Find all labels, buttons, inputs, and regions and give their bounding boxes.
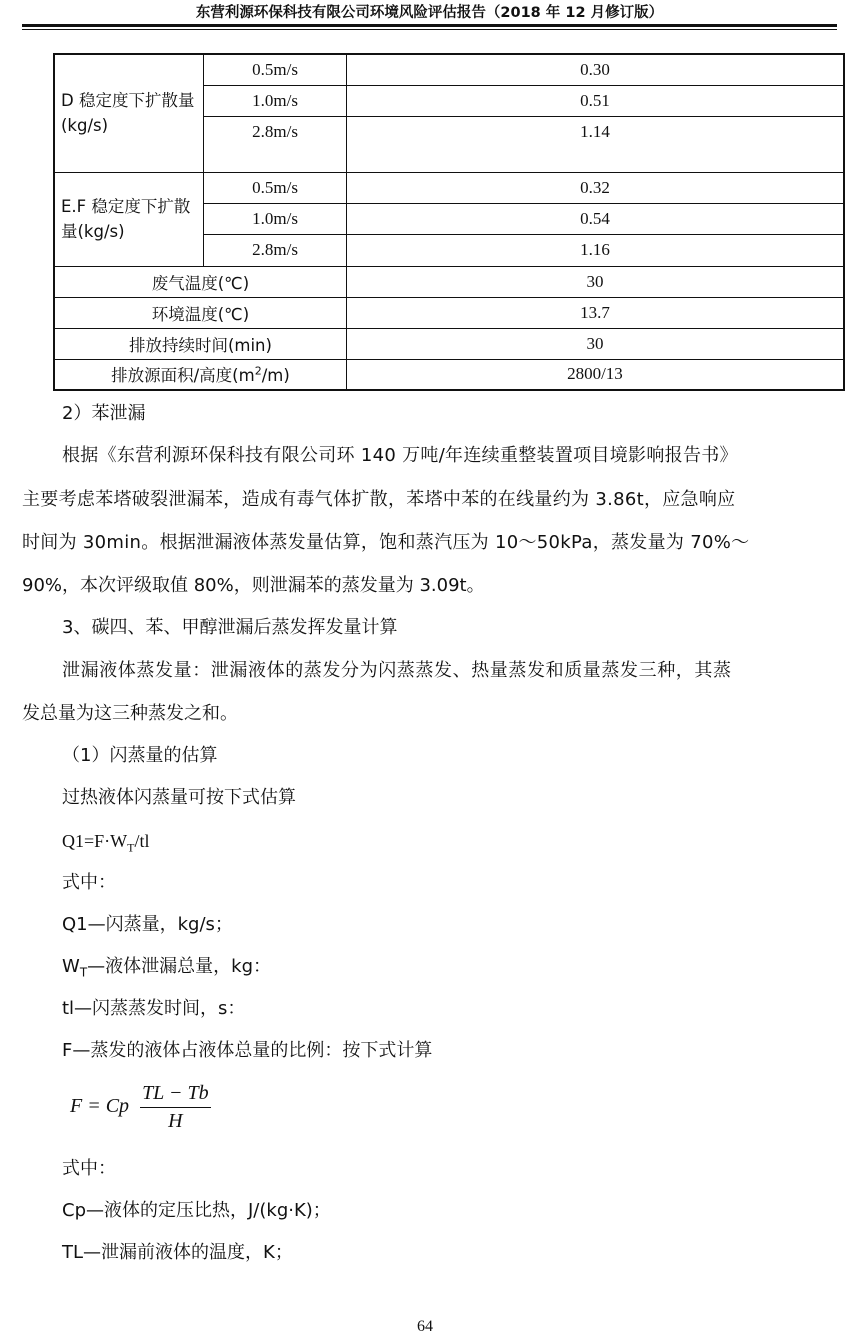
definition-line: F—蒸发的液体占液体总量的比例：按下式计算	[62, 1040, 433, 1061]
section-heading-benzene-leak: 2）苯泄漏	[62, 403, 146, 424]
value-cell: 0.51	[346, 85, 844, 116]
table-row	[54, 266, 844, 297]
definition-line: Cp—液体的定压比热，J/(kg·K)；	[62, 1200, 331, 1221]
formula-q1: $Q1=F\cdot W_T/tl$	[62, 831, 150, 855]
row-label: 环境温度(℃)	[54, 297, 346, 328]
value-cell: 30	[346, 266, 844, 297]
value-cell: 0.30	[346, 54, 844, 85]
speed-cell: 2.8m/s	[204, 234, 347, 266]
page-number: 64	[417, 1318, 433, 1335]
speed-cell: 1.0m/s	[204, 203, 347, 234]
value-cell: 1.16	[346, 234, 844, 266]
paragraph-line: 主要考虑苯塔破裂泄漏苯，造成有毒气体扩散，苯塔中苯的在线量约为 3.86t，应急响应	[22, 489, 736, 510]
paragraph-line: 根据《东营利源环保科技有限公司环 140 万吨/年连续重整装置项目境影响报告书》	[62, 445, 738, 466]
where-label: 式中：	[62, 1158, 116, 1179]
row-label: 废气温度(℃)	[54, 266, 346, 297]
value-cell: 0.32	[346, 172, 844, 203]
paragraph-line: 时间为 30min。根据泄漏液体蒸发量估算，饱和蒸汽压为 10～50kPa，蒸发量为 70%～	[22, 532, 750, 553]
paragraph-line: 90%，本次评级取值 80%，则泄漏苯的蒸发量为 3.09t。	[22, 575, 485, 596]
group-d-label: D 稳定度下扩散量(kg/s)	[54, 54, 204, 172]
row-label: 排放持续时间(min)	[54, 328, 346, 359]
value-cell: 30	[346, 328, 844, 359]
paragraph-line: 泄漏液体蒸发量：泄漏液体的蒸发分为闪蒸蒸发、热量蒸发和质量蒸发三种，其蒸	[62, 660, 732, 681]
formula-f: F = Cp $\frac{TL - Tb}{H}$	[70, 1082, 209, 1132]
where-label: 式中：	[62, 872, 116, 893]
definition-line: $W_T—$液体泄漏总量，kg：	[62, 956, 272, 980]
paragraph-line: 过热液体闪蒸量可按下式估算	[62, 787, 296, 808]
definition-line: TL—泄漏前液体的温度，K；	[62, 1242, 293, 1263]
value-cell: 1.14	[346, 116, 844, 172]
dispersion-table	[53, 53, 845, 391]
page-header: 东营利源环保科技有限公司环境风险评估报告（2018 年 12 月修订版）	[195, 5, 664, 21]
value-cell: 0.54	[346, 203, 844, 234]
value-cell: 2800/13	[346, 359, 844, 390]
table-row	[54, 328, 844, 359]
header-rule-thick	[22, 24, 837, 27]
table-row	[54, 172, 844, 203]
section-heading-evaporation: 3、碳四、苯、甲醇泄漏后蒸发挥发量计算	[62, 617, 398, 638]
header-rule-thin	[22, 29, 837, 30]
speed-cell: 2.8m/s	[204, 116, 347, 172]
paragraph-line: 发总量为这三种蒸发之和。	[22, 703, 238, 724]
value-cell: 13.7	[346, 297, 844, 328]
speed-cell: 1.0m/s	[204, 85, 347, 116]
table-row	[54, 297, 844, 328]
speed-cell: 0.5m/s	[204, 172, 347, 203]
row-label: 排放源面积/高度$(m^2/m)$	[54, 359, 346, 390]
subsection-heading: （1）闪蒸量的估算	[62, 745, 218, 766]
definition-line: tl—闪蒸蒸发时间，s：	[62, 998, 246, 1019]
group-ef-label: E.F 稳定度下扩散量(kg/s)	[54, 172, 204, 266]
table-row	[54, 359, 844, 390]
table-row	[54, 54, 844, 85]
definition-line: Q1—闪蒸量，kg/s；	[62, 914, 233, 935]
speed-cell: 0.5m/s	[204, 54, 347, 85]
